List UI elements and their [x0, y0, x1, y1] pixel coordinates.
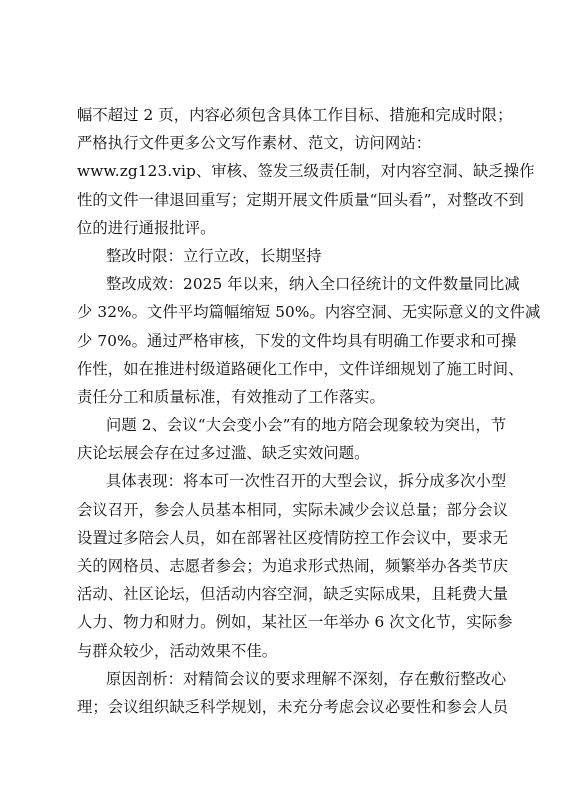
text-line: 少 32%。文件平均篇幅缩短 50%。内容空洞、无实际意义的文件减	[77, 303, 541, 322]
text-line: 性的文件一律退回重写；定期开展文件质量“回头看”，对整改不到	[77, 190, 524, 209]
text-line: 设置过多陪会人员，如在部署社区疫情防控工作会议中，要求无	[77, 528, 509, 547]
document-body	[77, 101, 541, 721]
paragraph-start-manifestation: 具体表现：将本可一次性召开的大型会议，拆分成多次小型	[106, 472, 507, 491]
text-line: 作性，如在推进村级道路硬化工作中，文件详细规划了施工时间、	[77, 359, 524, 378]
text-line: 幅不超过 2 页，内容必须包含具体工作目标、措施和完成时限；	[77, 106, 513, 124]
paragraph-start-cause-analysis: 原因剖析：对精简会议的要求理解不深刻，存在敷衍整改心	[106, 669, 507, 688]
text-line: 人力、物力和财力。例如，某社区一年举办 6 次文化节，实际参	[77, 613, 513, 632]
paragraph-start-issue-2: 问题 2、会议“大会变小会”有的地方陪会现象较为突出，节	[106, 416, 507, 435]
text-line: 位的进行通报批评。	[77, 218, 216, 237]
text-line: 严格执行文件更多公文写作素材、范文，访问网站：	[77, 134, 432, 153]
text-line: 关的网格员、志愿者参会；为追求形式热闹，频繁举办各类节庆	[77, 557, 509, 575]
text-line: www.zg123.vip、审核、签发三级责任制，对内容空洞、缺乏操作	[77, 162, 535, 181]
paragraph-start-results: 整改成效：2025 年以来，纳入全口径统计的文件数量同比减	[106, 275, 520, 294]
text-line: 与群众较少，活动效果不佳。	[77, 641, 278, 660]
text-line: 会议召开，参会人员基本相同，实际未减少会议总量；部分会议	[77, 500, 509, 519]
text-line: 活动、社区论坛，但活动内容空洞，缺乏实际成果，且耗费大量	[77, 585, 509, 604]
text-line: 责任分工和质量标准，有效推动了工作落实。	[77, 387, 385, 406]
paragraph-heading-deadline: 整改时限：立行立改，长期坚持	[106, 246, 322, 265]
text-line: 少 70%。通过严格审核，下发的文件均具有明确工作要求和可操	[77, 331, 517, 350]
text-line: 庆论坛展会存在过多过滥、缺乏实效问题。	[77, 444, 370, 463]
text-line: 理；会议组织缺乏科学规划，未充分考虑会议必要性和参会人员	[77, 697, 509, 716]
